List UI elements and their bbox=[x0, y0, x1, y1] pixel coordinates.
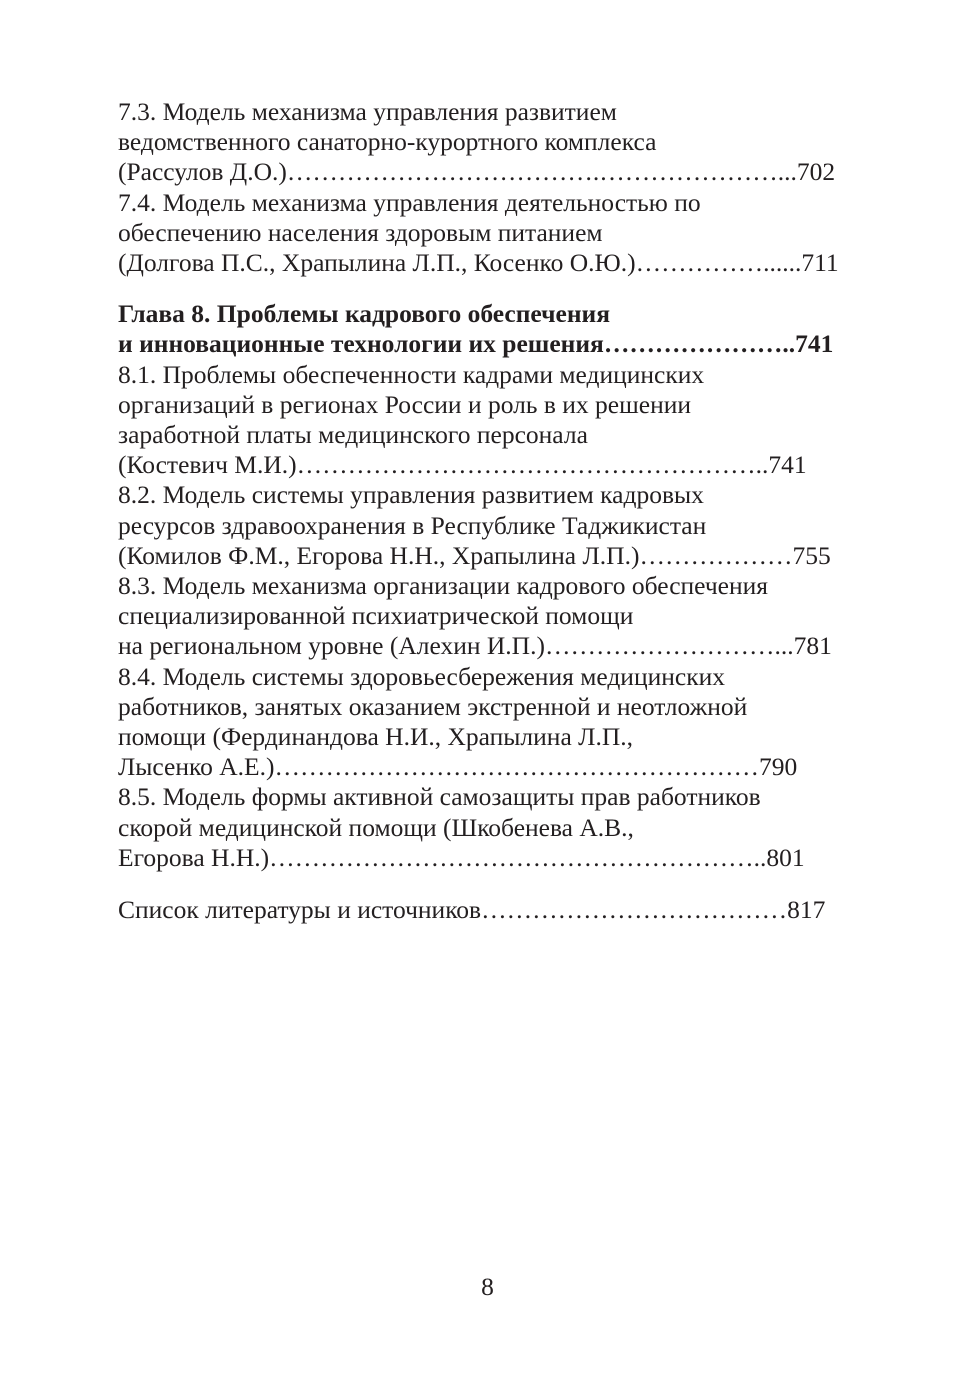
toc-entry-title: 8.1. Проблемы обеспеченности кадрами медицинских bbox=[118, 359, 705, 389]
toc-entry-title: 8.4. Модель системы здоровьесбережения медицинских bbox=[118, 661, 725, 691]
chapter-title: Глава 8. Проблемы кадрового обеспечения bbox=[118, 299, 610, 329]
toc-entry-bibliography bbox=[118, 895, 858, 925]
toc-entry-title: организаций в регионах России и роль в их решении bbox=[118, 389, 692, 419]
toc-entry-title: 8.3. Модель механизма организации кадрового обеспечения bbox=[118, 571, 769, 601]
chapter-title-page-line: и инновационные технологии их решения…………………..741 bbox=[118, 329, 834, 359]
toc-entry-title: 8.2. Модель системы управления развитием кадровых bbox=[118, 480, 704, 510]
toc-entry-page-line: (Комилов Ф.М., Егорова Н.Н., Храпылина Л.П.)………………755 bbox=[118, 540, 831, 570]
spacer bbox=[118, 278, 858, 299]
toc-entry-page-line: (Долгова П.С., Храпылина Л.П., Косенко О.Ю.)……………......711 bbox=[118, 248, 839, 278]
toc-entry-title: 8.5. Модель формы активной самозащиты прав работников bbox=[118, 782, 761, 812]
toc-entry-8-3 bbox=[118, 571, 858, 662]
toc-entry-page-line: Лысенко А.Е.)…………………………………………………790 bbox=[118, 752, 798, 782]
toc-entry-title: ведомственного санаторно-курортного комплекса bbox=[118, 127, 657, 157]
toc-entry-8-1 bbox=[118, 360, 858, 481]
toc-entry-title: специализированной психиатрической помощи bbox=[118, 601, 634, 631]
toc-entry-title: скорой медицинской помощи (Шкобенева А.В., bbox=[118, 812, 634, 842]
toc-entry-title: ресурсов здравоохранения в Республике Таджикистан bbox=[118, 510, 707, 540]
toc-entry-title: 7.4. Модель механизма управления деятельностью по bbox=[118, 187, 701, 217]
toc-entry-8-2 bbox=[118, 480, 858, 571]
toc-entry-page-line: (Костевич М.И.)………………………………………………..741 bbox=[118, 450, 807, 480]
toc-entry-8-4 bbox=[118, 662, 858, 783]
table-of-contents bbox=[118, 97, 858, 925]
toc-entry-page-line: Егорова Н.Н.)…………………………………………………..801 bbox=[118, 842, 805, 872]
toc-entry-7-3 bbox=[118, 97, 858, 188]
toc-chapter-8 bbox=[118, 299, 858, 359]
bibliography-page-line: Список литературы и источников………………………………817 bbox=[118, 895, 826, 925]
toc-entry-title: помощи (Фердинандова Н.И., Храпылина Л.П., bbox=[118, 722, 633, 752]
toc-entry-7-4 bbox=[118, 188, 858, 279]
toc-entry-8-5 bbox=[118, 782, 858, 873]
toc-entry-title: обеспечению населения здоровым питанием bbox=[118, 217, 603, 247]
toc-entry-title: 7.3. Модель механизма управления развитием bbox=[118, 97, 617, 126]
toc-entry-title: заработной платы медицинского персонала bbox=[118, 420, 588, 450]
toc-entry-page-line: (Рассулов Д.О.)……………………………….…………………...702 bbox=[118, 157, 836, 187]
toc-entry-title: работников, занятых оказанием экстренной и неотложной bbox=[118, 691, 748, 721]
page-number: 8 bbox=[481, 1272, 494, 1301]
toc-entry-page-line: на региональном уровне (Алехин И.П.)………………………...781 bbox=[118, 631, 832, 661]
spacer bbox=[118, 873, 858, 895]
